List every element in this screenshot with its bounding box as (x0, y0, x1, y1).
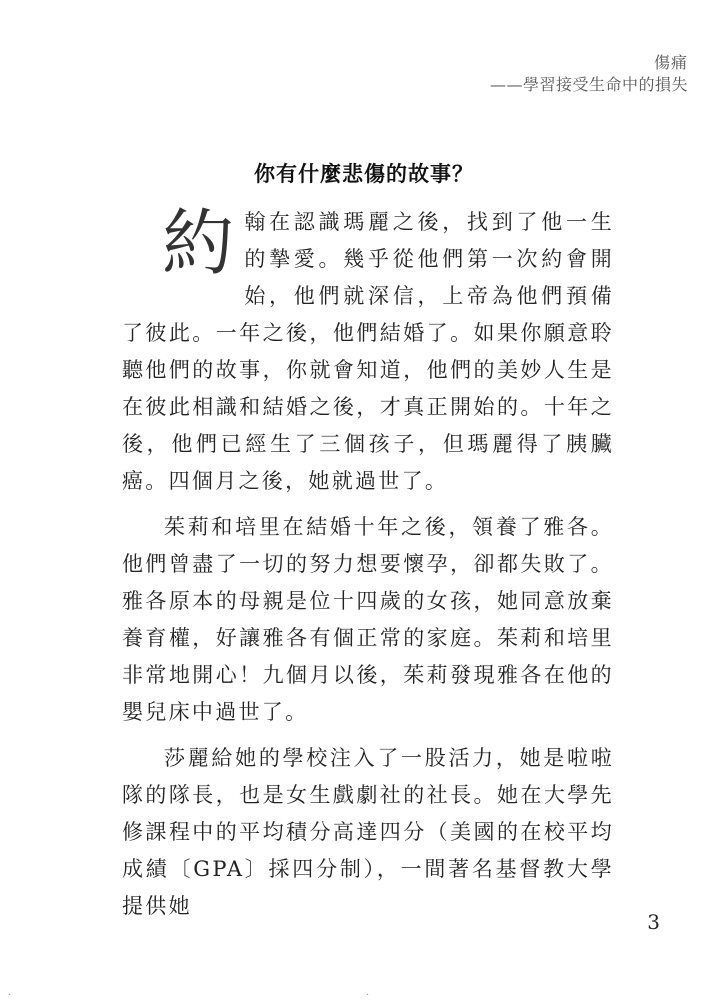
page-number: 3 (647, 910, 660, 934)
chapter-title: 你有什麼悲傷的故事？ (254, 161, 474, 186)
header-title: 傷痛 (653, 53, 688, 72)
crop-mark-center: · (366, 990, 370, 1001)
running-header (288, 52, 688, 96)
drop-cap: 約 (162, 201, 237, 285)
header-subtitle: ——學習接受生命中的損失 (489, 75, 688, 94)
body-text (122, 201, 614, 934)
paragraph-2: 茱莉和培里在結婚十年之後，領養了雅各。他們曾盡了一切的努力想要懷孕，卻都失敗了。雅各原本的母親是位十四歲的女孩，她同意放棄養育權，好讓雅各有個正常的家庭。茱莉和培里非常地開心！九個月以後，茱莉發現雅各在他的嬰兒床中過世了。 (122, 515, 614, 724)
paragraph-3: 莎麗給她的學校注入了一股活力，她是啦啦隊的隊長，也是女生戲劇社的社長。她在大學先修課程中的平均積分高達四分（美國的在校平均成績〔GPA〕採四分制），一間著名基督教大學提供她 (122, 746, 614, 918)
crop-mark-left: · (8, 990, 12, 1001)
paragraph-1-text: 翰在認識瑪麗之後，找到了他一生的摯愛。幾乎從他們第一次約會開始，他們就深信，上帝為他們預備了彼此。一年之後，他們結婚了。如果你願意聆聽他們的故事，你就會知道，他們的美妙人生是在彼此相識和結婚之後，才真正開始的。十年之後，他們已經生了三個孩子，但瑪麗得了胰臟癌。四個月之後，她就過世了。 (122, 210, 614, 493)
paragraph-1 (122, 201, 614, 500)
